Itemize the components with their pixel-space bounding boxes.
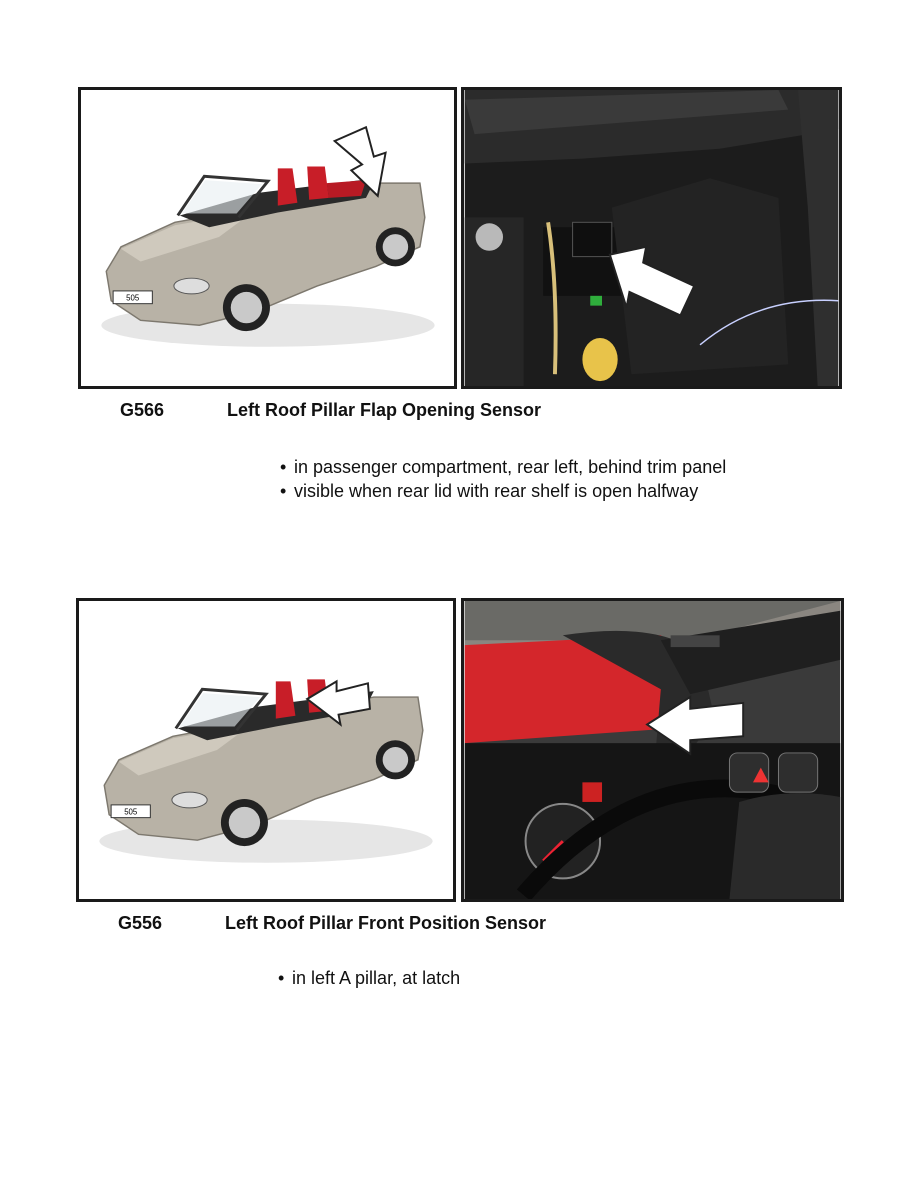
location-bullet-list bbox=[278, 455, 758, 503]
component-title: Left Roof Pillar Front Position Sensor bbox=[225, 913, 547, 933]
rear-trim-panel-photo bbox=[464, 90, 839, 386]
sensor-location-photo-2 bbox=[461, 598, 844, 902]
convertible-car-illustration bbox=[79, 601, 453, 899]
bullet-item: • in left A pillar, at latch bbox=[276, 966, 756, 990]
component-code: G566 bbox=[120, 400, 165, 420]
a-pillar-latch-photo bbox=[464, 601, 841, 899]
license-plate-text: 505 bbox=[124, 807, 138, 817]
convertible-car-illustration bbox=[81, 90, 454, 386]
car-overview-image-1 bbox=[78, 87, 457, 389]
license-plate-text: 505 bbox=[126, 293, 140, 303]
sensor-location-photo-1 bbox=[461, 87, 842, 389]
bullet-item: • visible when rear lid with rear shelf is open halfway bbox=[278, 479, 758, 503]
location-bullet-list bbox=[276, 966, 756, 990]
component-code: G556 bbox=[118, 913, 163, 933]
bullet-item: • in passenger compartment, rear left, behind trim panel bbox=[278, 455, 758, 479]
component-title: Left Roof Pillar Flap Opening Sensor bbox=[227, 400, 542, 420]
car-overview-image-2 bbox=[76, 598, 456, 902]
